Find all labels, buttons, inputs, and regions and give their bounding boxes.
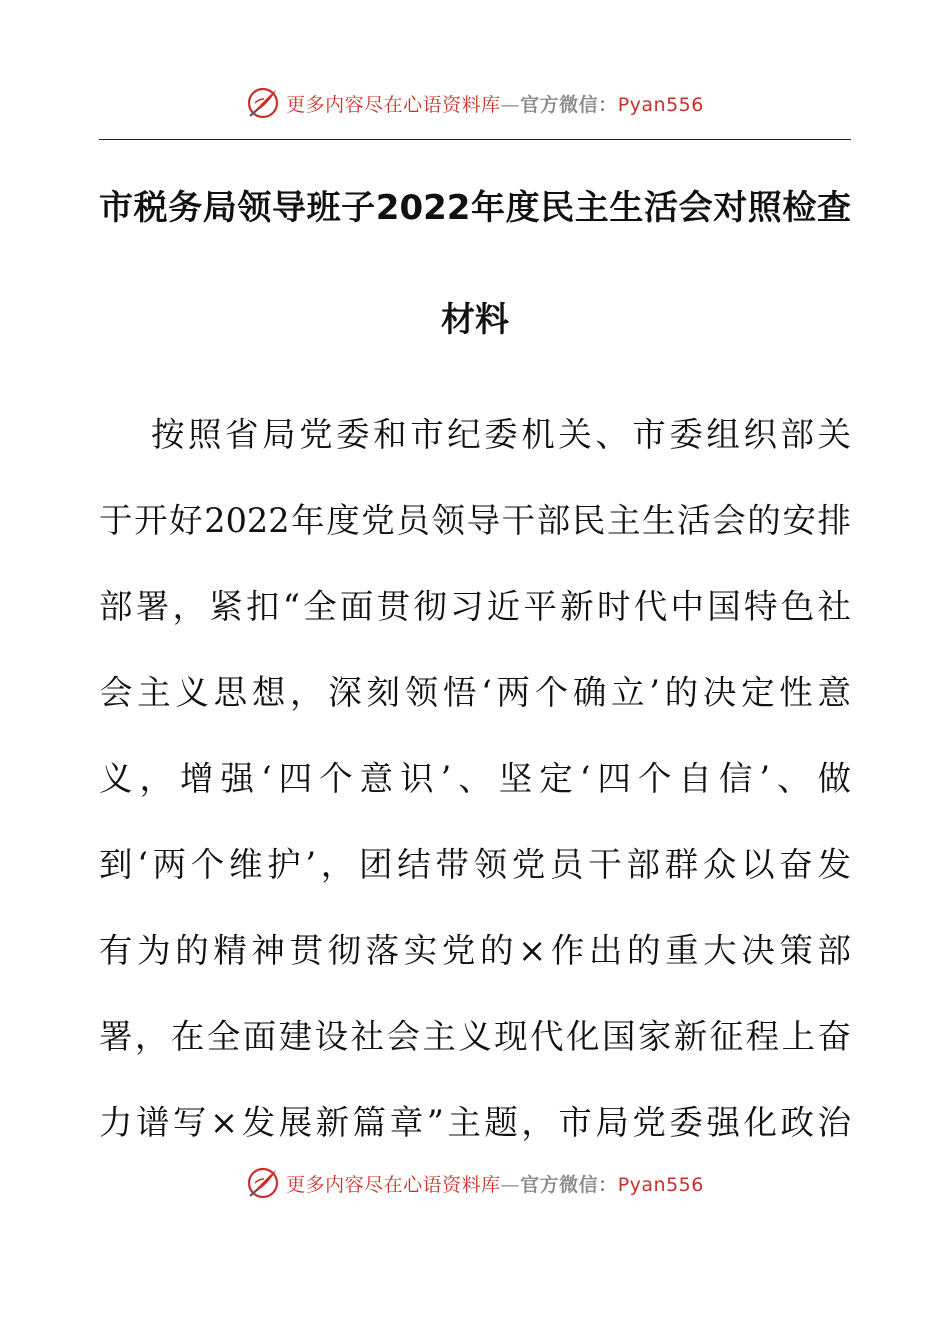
document-title-line-1: 市税务局领导班子2022年度民主生活会对照检查 [99,188,851,228]
document-title-line-2: 材料 [441,300,509,340]
watermark-label: 官方微信： [520,1173,618,1196]
header-divider [99,139,851,140]
watermark-wechat-id: Pyan556 [617,1173,704,1196]
watermark-site-text: 更多内容尽在心语资料库 [286,1173,501,1196]
body-line: 义，增强‘四个意识’、坚定‘四个自信’、做 [99,759,851,798]
quill-pen-logo-icon [246,86,280,120]
quill-pen-logo-icon [246,1166,280,1200]
body-line: 按照省局党委和市纪委机关、市委组织部关 [151,415,851,454]
watermark-wechat-id: Pyan556 [617,93,704,116]
body-line: 署，在全面建设社会主义现代化国家新征程上奋 [99,1017,851,1056]
watermark-label: 官方微信： [520,93,618,116]
body-line: 到‘两个维护’，团结带领党员干部群众以奋发 [99,845,851,884]
body-line: 部署，紧扣“全面贯彻习近平新时代中国特色社 [99,587,851,626]
body-line: 会主义思想，深刻领悟‘两个确立’的决定性意 [99,673,851,712]
body-line: 于开好2022年度党员领导干部民主生活会的安排 [99,501,851,540]
footer-watermark [0,1163,950,1203]
body-line: 有为的精神贯彻落实党的×作出的重大决策部 [99,931,851,970]
watermark-site-text: 更多内容尽在心语资料库 [286,93,501,116]
body-line: 力谱写×发展新篇章”主题，市局党委强化政治 [99,1103,851,1142]
watermark-dash: — [500,1173,521,1196]
header-watermark [0,83,950,123]
body-paragraph [99,392,851,1166]
watermark-dash: — [500,93,521,116]
